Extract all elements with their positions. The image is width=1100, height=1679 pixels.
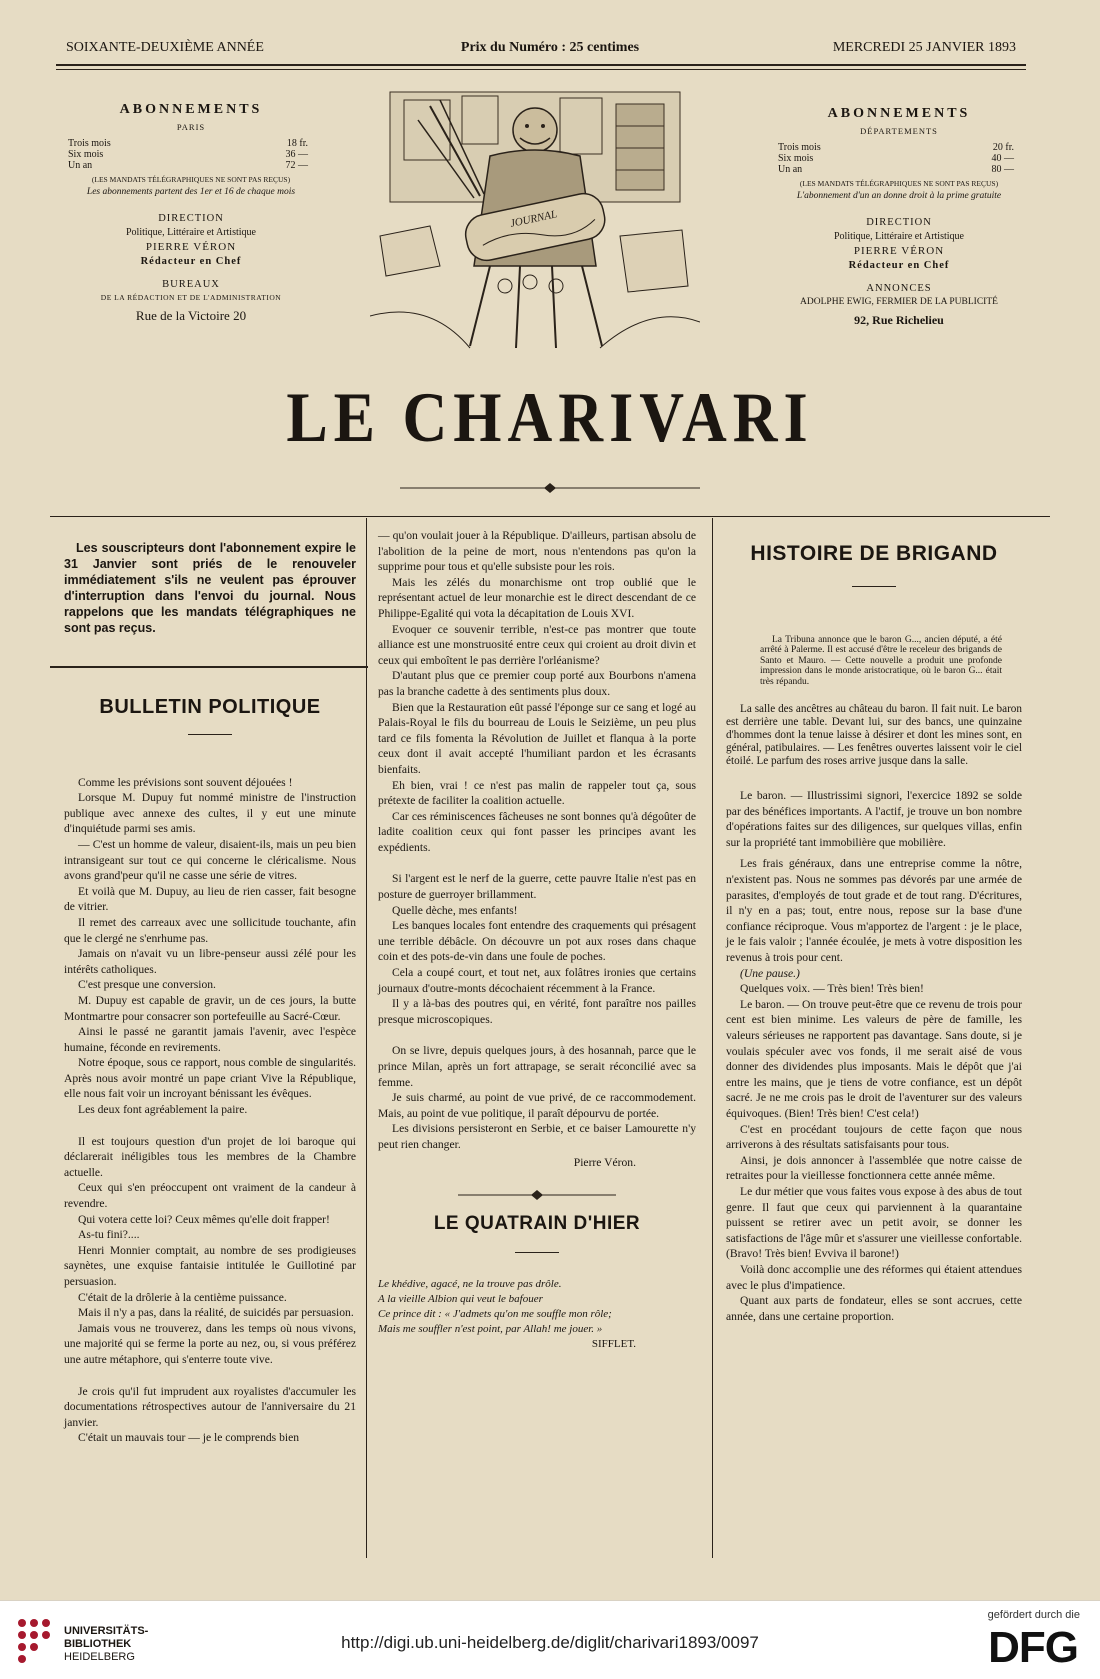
- histoire-title: HISTOIRE DE BRIGAND: [750, 542, 998, 565]
- paragraph: Il est toujours question d'un projet de loi baroque qui déclarerait inéligibles tous les membres de la Chambre actuelle.: [64, 1134, 356, 1179]
- year-label: SOIXANTE-DEUXIÈME ANNÉE: [66, 40, 264, 55]
- abonnements-note: Les abonnements partent des 1er et 16 de chaque mois: [86, 187, 296, 197]
- paragraph: Cela a coupé court, et tout net, aux folâtres ironies que certains journaux d'outre-monts décochaient récemment à la France.: [378, 966, 696, 995]
- mandats-note: (LES MANDATS TÉLÉGRAPHIQUES NE SONT PAS REÇUS): [91, 175, 291, 184]
- sponsor-label: gefördert durch die: [987, 1609, 1080, 1621]
- paragraph: Je suis charmé, au point de vue privé, de ce raccommodement. Mais, au point de vue politique, il paraît dépourvu de portée.: [378, 1091, 696, 1120]
- verse-line: Le khédive, agacé, ne la trouve pas drôle.: [378, 1277, 562, 1290]
- price-row: Un an 72 —: [68, 160, 308, 171]
- paragraph: C'est presque une conversion.: [78, 978, 216, 992]
- annonces-desc: ADOLPHE EWIG, FERMIER DE LA PUBLICITÉ: [800, 297, 998, 307]
- bureaux-desc: DE LA RÉDACTION ET DE L'ADMINISTRATION: [100, 293, 282, 302]
- paragraph: Il remet des carreaux avec une sollicitude touchante, afin que le clergé ne s'enrhume pas.: [64, 915, 356, 945]
- abonnements-title: ABONNEMENTS: [827, 106, 971, 121]
- paragraph: As-tu fini?....: [78, 1228, 140, 1242]
- office-address: Rue de la Victoire 20: [135, 308, 247, 323]
- paragraph: Le dur métier que vous faites vous expose à des abus de tout genre. Il faut que ceux qui parviennent à la quarantaine puissent se retirer avec un petit avoir, se donner les satisfactions de l'âge mûr et s'assurer une vieillesse confortable. (Bravo! Très bien! Evviva il barone!): [726, 1184, 1022, 1261]
- footer-bar: [0, 1600, 1100, 1679]
- masthead-title: LE CHARIVARI: [286, 378, 814, 458]
- abonnements-subtitle: DÉPARTEMENTS: [860, 126, 938, 136]
- abonnements-departements: [766, 106, 1032, 328]
- paragraph: Quelques voix. — Très bien! Très bien!: [740, 982, 924, 996]
- price-label: Prix du Numéro : 25 centimes: [460, 40, 640, 55]
- paragraph: Si l'argent est le nerf de la guerre, cette pauvre Italie n'est pas en posture de guerroyer brillamment.: [378, 872, 696, 902]
- price-row: Trois mois 18 fr.: [68, 138, 308, 149]
- paragraph: On se livre, depuis quelques jours, à des hosannah, parce que le prince Milan, après un fort attrapage, se serait réconcilié avec sa femme.: [378, 1044, 696, 1089]
- column-1: [64, 540, 356, 1446]
- column-divider: [712, 518, 713, 1558]
- column-divider: [366, 518, 367, 1558]
- paragraph: Et voilà que M. Dupuy, au lieu de rien casser, fait besogne de vitrier.: [64, 884, 356, 914]
- quatrain-title: LE QUATRAIN D'HIER: [433, 1213, 641, 1235]
- paragraph: — C'est un homme de valeur, disaient-ils, mais un peu bien intransigeant sur tout ce qui concerne le cléricalisme. Nous avons grand'peur qu'il ne casse une série de vitres.: [64, 837, 356, 883]
- verse-line: Ce prince dit : « J'admets qu'on me souffle mon rôle;: [378, 1307, 612, 1320]
- paragraph: Les divisions persisteront en Serbie, et ce baiser Lamourette n'y peut rien changer.: [378, 1122, 696, 1151]
- paragraph: Comme les prévisions sont souvent déjouées !: [78, 775, 293, 789]
- paragraph: Mais il n'y a pas, dans la réalité, de suicidés par persuasion.: [78, 1306, 354, 1320]
- paragraph: (Une pause.): [740, 966, 800, 980]
- editor-role: Rédacteur en Chef: [140, 256, 242, 267]
- paragraph: Lorsque M. Dupuy fut nommé ministre de l'instruction publique avec annexe des cultes, il y eut une minute d'inquiétude parmi ses amis.: [64, 791, 356, 836]
- director-name: PIERRE VÉRON: [145, 241, 237, 253]
- paragraph: Les frais généraux, dans une entreprise comme la nôtre, n'existent pas. Nous ne sommes pas dévorés par une armée de parasites, d'employés de tout grade et de tout rang. D'écritures, il n'y en a pas; tout, entre nous, repose sur la base d'une confiance réciproque. Vous m'apportez de l'argent : je le place, je le fais valoir ; l'année écoulée, je mets à votre disposition les revenus à trois pour cent.: [726, 857, 1022, 965]
- paragraph: Ainsi, je dois annoncer à l'assemblée que notre caisse de retraites pour la vieillesse fonctionnera cette année même.: [726, 1153, 1022, 1183]
- date-label: MERCREDI 25 JANVIER 1893: [832, 40, 1016, 55]
- subscription-notice: Les souscripteurs dont l'abonnement expire le 31 Janvier sont priés de le renouveler immédiatement s'ils ne veulent pas éprouver d'interruption dans l'envoi du journal. Nous rappelons que les mandats télégraphiques ne sont pas reçus.: [64, 541, 356, 635]
- paragraph: Quelle dèche, mes enfants!: [392, 903, 518, 917]
- masthead-rule: [50, 516, 1050, 517]
- abonnements-note: L'abonnement d'un an donne droit à la prime gratuite: [796, 191, 1002, 201]
- paragraph: Henri Monnier comptait, au nombre de ses prodigieuses saynètes, une exquise fantaisie intitulée le Guillotiné par persuasion.: [64, 1243, 356, 1288]
- bureaux-label: BUREAUX: [162, 279, 220, 290]
- dfg-logo: DFG: [988, 1623, 1078, 1672]
- paragraph: M. Dupuy est capable de gravir, un de ces jours, la butte Montmartre pour consacrer son portefeuille au Sacré-Cœur.: [64, 993, 356, 1023]
- paragraph: C'est en procédant toujours de cette façon que nous arriverons à des résultats satisfaisants pour tous.: [726, 1122, 1022, 1152]
- paragraph: Mais les zélés du monarchisme ont trop oublié que le représentant actuel de leur monarchie est le direct descendant de ce Philippe-Egalité qui vota la décapitation de Louis XVI.: [378, 575, 696, 620]
- news-intro: La Tribuna annonce que le baron G..., ancien député, a été arrêté à Palerme. Il est accusé d'être le receleur des brigands de Santo et Mauro. — Cette nouvelle a produit une profonde impression dans le monde aristocratique, où le baron G... était très répandu.: [760, 634, 1002, 687]
- library-name: UNIVERSITÄTS- BIBLIOTHEK HEIDELBERG: [64, 1625, 149, 1663]
- abonnements-paris: [56, 102, 326, 324]
- bulletin-title: BULLETIN POLITIQUE: [99, 696, 321, 718]
- paragraph: Bien que la Restauration eût passé l'éponge sur ce sang et logé au Palais-Royal le fils du bourreau de Louis le Seizième, un peu plus tard ce fils fomenta la Révolution de Juillet et flanqua à la porte ceux dont il avait accepté l'humiliant pardon et les écrasants bienfaits.: [378, 700, 696, 776]
- paragraph: Quant aux parts de fondateur, elles se sont accrues, cette année, dans une certaine proportion.: [726, 1294, 1022, 1323]
- quatrain-verse: [378, 1277, 696, 1337]
- section-ornament: [378, 1184, 696, 1206]
- header-rule: [56, 64, 1026, 66]
- price-row: Six mois 40 —: [778, 153, 1014, 164]
- price-row: Un an 80 —: [778, 164, 1014, 175]
- source-url[interactable]: http://digi.ub.uni-heidelberg.de/diglit/charivari1893/0097: [341, 1633, 759, 1652]
- caricature-illustration: [370, 86, 700, 366]
- paragraph: Je crois qu'il fut imprudent aux royalistes d'accumuler les documentations rétrospectives autour de l'anniversaire du 21 janvier.: [64, 1384, 356, 1429]
- abonnements-title: ABONNEMENTS: [119, 102, 263, 117]
- journal-banner: JOURNAL: [508, 208, 559, 230]
- price-table: [68, 138, 308, 171]
- paragraph: Jamais vous ne trouverez, dans les temps où nous vivons, une majorité qui se ferme la porte au nez, ou, si vous préférez une autre métaphore, qui s'enterre toute vive.: [64, 1321, 356, 1366]
- masthead-ornament: [400, 480, 700, 496]
- paragraph: D'autant plus que ce premier coup porté aux Bourbons n'amena pas la branche cadette à des sentiments plus doux.: [378, 669, 696, 698]
- director-name: PIERRE VÉRON: [853, 245, 945, 257]
- paragraph: Eh bien, vrai ! ce n'est pas malin de rappeler tout ça, sous prétexte de faciliter la coalition actuelle.: [378, 778, 696, 808]
- paragraph: Evoquer ce souvenir terrible, n'est-ce pas montrer que toute alliance est une monstruosité entre ceux qui croient au droit divin et ceux qui emboîtent le pas derrière l'orléanisme?: [378, 622, 696, 667]
- annonces-address: 92, Rue Richelieu: [854, 313, 944, 327]
- paragraph: Car ces réminiscences fâcheuses ne sont bonnes qu'à dégoûter de ladite coalition ceux qui font passer les principes avant les expédients.: [378, 809, 696, 854]
- section-rule: [50, 666, 368, 668]
- direction-desc: Politique, Littéraire et Artistique: [834, 231, 964, 242]
- header-rule-thin: [56, 69, 1026, 70]
- price-table: [778, 142, 1014, 175]
- paragraph: C'était de la drôlerie à la centième puissance.: [78, 1290, 287, 1304]
- abonnements-subtitle: PARIS: [176, 122, 206, 132]
- paragraph: Notre époque, sous ce rapport, nous comble de singularités. Après nous avoir montré un pape criant Vive la République, elle nous fait voir un incroyant bénissant les évêques.: [64, 1056, 356, 1101]
- paragraph: — qu'on voulait jouer à la République. D'ailleurs, partisan absolu de l'abolition de la peine de mort, nous n'entendons pas qu'on la supprime pour tous et qu'elle subsiste pour les rois.: [378, 529, 696, 574]
- paragraph: Ceux qui s'en préoccupent ont vraiment de la candeur à revendre.: [64, 1181, 356, 1211]
- paragraph: Les banques locales font entendre des craquements qui présagent une terrible débâcle. On découvre un pot aux roses dans chaque coin et des pots-de-vin dans une foule de poches.: [378, 919, 696, 964]
- column-3: [726, 540, 1022, 1324]
- column-2: [378, 528, 696, 1352]
- paragraph: Voilà donc accomplie une des réformes qui étaient attendues avec le plus d'impatience.: [726, 1262, 1022, 1292]
- paragraph: Jamais on n'avait vu un libre-penseur aussi zélé pour les intérêts catholiques.: [64, 947, 356, 976]
- paragraph: Le baron. — Illustrissimi signori, l'exercice 1892 se solde par des bénéfices importants. A l'actif, je trouve un bon nombre d'opérations faites sur des diligences, sur quelques villas, enfin sur la propriété tant immobilière que mobilière.: [726, 789, 1022, 849]
- paragraph: C'était un mauvais tour — je le comprends bien: [78, 1431, 300, 1445]
- mandats-note: (LES MANDATS TÉLÉGRAPHIQUES NE SONT PAS REÇUS): [799, 179, 999, 188]
- annonces-label: ANNONCES: [866, 283, 932, 294]
- direction-label: DIRECTION: [158, 213, 224, 224]
- editor-role: Rédacteur en Chef: [848, 260, 950, 271]
- paragraph: Le baron. — On trouve peut-être que ce revenu de trois pour cent est bien minime. Les valeurs de père de famille, les valeurs sérieuses ne rapportent pas davantage. Sans doute, si je voulais spéculer avec vos fonds, il me serait aisé de vous donner des dividendes plus imposants. Mais le dépôt que j'ai entre les mains, que je tiens de votre confiance, est un dépôt sacré. Je ne me crois pas le droit de l'aventurer sur des valeurs équivoques. (Bien! Très bien! C'est cela!): [726, 997, 1022, 1120]
- price-row: Six mois 36 —: [68, 149, 308, 160]
- direction-desc: Politique, Littéraire et Artistique: [126, 227, 256, 238]
- price-row: Trois mois 20 fr.: [778, 142, 1014, 153]
- stage-direction: La salle des ancêtres au château du baron. Il fait nuit. Le baron est derrière une table. Devant lui, sur des bancs, une quinzaine d'hommes dont la tenue laisse à désirer et dont les mines sont, en général, patibulaires. — Les fenêtres ouvertes laissent voir le ciel étoilé. Le parfum des roses arrive jusque dans la salle.: [726, 703, 1022, 768]
- paragraph: Ainsi le passé ne garantit jamais l'avenir, avec l'espèce humaine, féconde en revirements.: [64, 1025, 356, 1054]
- paragraph: Les deux font agréablement la paire.: [78, 1103, 248, 1117]
- quatrain-signature: SIFFLET.: [591, 1337, 636, 1350]
- direction-label: DIRECTION: [866, 217, 932, 228]
- signature: Pierre Véron.: [573, 1155, 636, 1169]
- paragraph: Qui votera cette loi? Ceux mêmes qu'elle doit frapper!: [78, 1212, 330, 1226]
- verse-line: A la vieille Albion qui veut le bafouer: [378, 1292, 543, 1305]
- paragraph: Il y a là-bas des poutres qui, en vérité, font paraître nos pailles presque microscopiques.: [378, 997, 696, 1026]
- verse-line: Mais me souffler n'est point, par Allah! me jouer. »: [378, 1322, 603, 1335]
